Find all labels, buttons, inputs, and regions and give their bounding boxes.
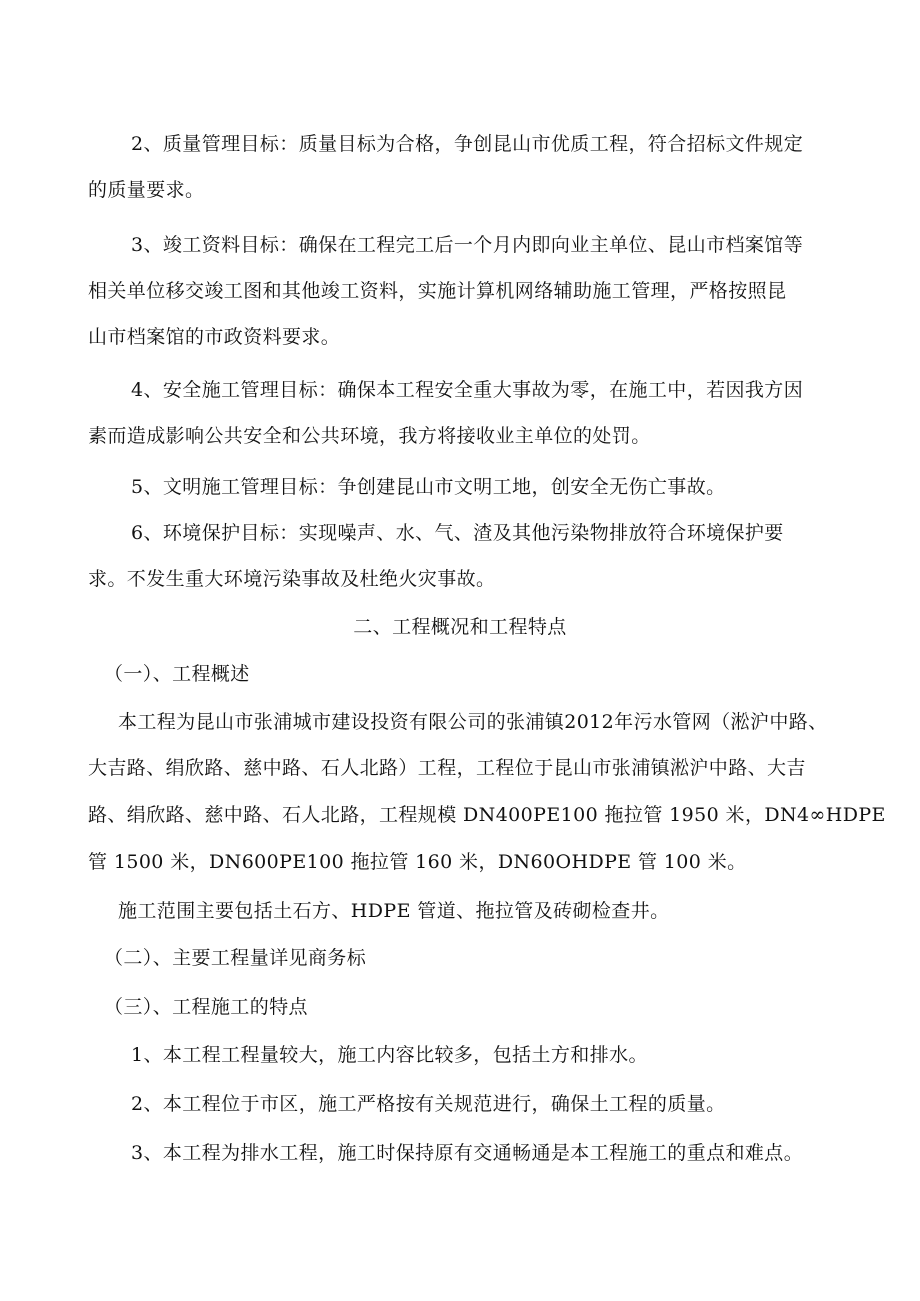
- goal-3-line-3: 山市档案馆的市政资料要求。: [88, 326, 341, 348]
- overview-line-2: 大吉路、绢欣路、慈中路、石人北路）工程，工程位于昆山市张浦镇淞沪中路、大吉: [88, 757, 806, 779]
- feature-item-2: 2、本工程位于市区，施工严格按有关规范进行，确保土工程的质量。: [131, 1093, 726, 1115]
- overview-line-4: 管 1500 米，DN600PE100 拖拉管 160 米，DN60OHDPE 管 100 米。: [88, 851, 747, 873]
- goal-6-line-2: 求。不发生重大环境污染事故及杜绝火灾事故。: [88, 568, 496, 590]
- goal-5-line-1: 5、文明施工管理目标：争创建昆山市文明工地，创安全无伤亡事故。: [131, 476, 726, 498]
- feature-item-3: 3、本工程为排水工程，施工时保持原有交通畅通是本工程施工的重点和难点。: [131, 1142, 804, 1164]
- overview-line-1: 本工程为昆山市张浦城市建设投资有限公司的张浦镇2012年污水管网（淞沪中路、: [118, 711, 828, 733]
- goal-6-line-1: 6、环境保护目标：实现噪声、水、气、渣及其他污染物排放符合环境保护要: [131, 522, 784, 544]
- feature-item-1: 1、本工程工程量较大，施工内容比较多，包括土方和排水。: [131, 1044, 648, 1066]
- goal-2-line-1: 2、质量管理目标：质量目标为合格，争创昆山市优质工程，符合招标文件规定: [131, 133, 804, 155]
- features-heading: （三）、工程施工的特点: [104, 996, 308, 1018]
- overview-line-3: 路、绢欣路、慈中路、石人北路，工程规模 DN400PE100 拖拉管 1950 米，DN4∞HDPE: [88, 804, 886, 826]
- goal-2-line-2: 的质量要求。: [88, 179, 205, 201]
- goal-4-line-1: 4、安全施工管理目标：确保本工程安全重大事故为零，在施工中，若因我方因: [131, 379, 804, 401]
- section-title: 二、工程概况和工程特点: [353, 616, 567, 638]
- goal-3-line-2: 相关单位移交竣工图和其他竣工资料，实施计算机网络辅助施工管理，严格按照昆: [88, 280, 787, 302]
- goal-3-line-1: 3、竣工资料目标：确保在工程完工后一个月内即向业主单位、昆山市档案馆等: [131, 234, 804, 256]
- scope-line: 施工范围主要包括土石方、HDPE 管道、拖拉管及砖砌检查井。: [118, 900, 670, 922]
- goal-4-line-2: 素而造成影响公共安全和公共环境，我方将接收业主单位的处罚。: [88, 425, 651, 447]
- overview-heading: （一）、工程概述: [104, 663, 250, 685]
- quantities-heading: （二）、主要工程量详见商务标: [104, 947, 367, 969]
